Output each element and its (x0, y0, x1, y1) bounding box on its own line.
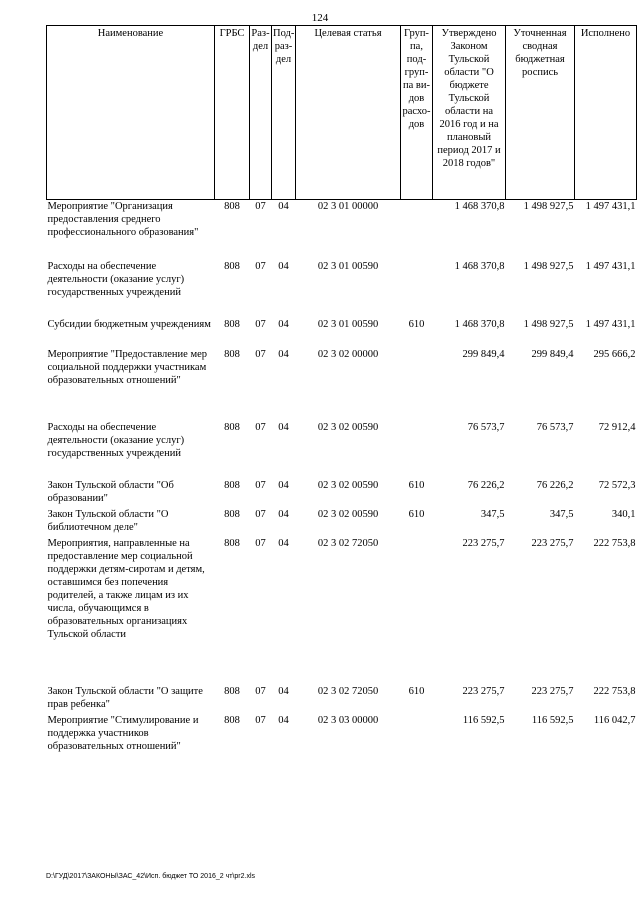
file-path-footer: D:\ГУД\2017\ЗАКОНЫ\ЗАС_42\Исп. бюджет ТО 2016_2 чт\pr2.xls (46, 873, 255, 880)
row-celevaya: 02 3 02 00000 (317, 348, 379, 360)
row-podrazdel: 04 (278, 685, 289, 697)
row-grbs: 808 (224, 537, 240, 549)
row-podrazdel: 04 (278, 421, 289, 433)
table-row (47, 537, 637, 685)
row-gruppa: 610 (408, 685, 425, 697)
row-utochnennaya: 299 849,4 (531, 348, 574, 360)
row-podrazdel: 04 (278, 201, 289, 212)
budget-table (46, 25, 637, 758)
row-grbs: 808 (224, 685, 240, 697)
row-celevaya: 02 3 02 72050 (317, 685, 379, 697)
row-celevaya: 02 3 01 00590 (317, 260, 379, 272)
row-gruppa (401, 260, 433, 318)
row-grbs: 808 (224, 348, 240, 360)
row-razdel: 07 (255, 508, 266, 520)
row-utverzhdeno: 76 573,7 (467, 421, 505, 433)
row-gruppa (401, 348, 433, 421)
row-razdel: 07 (255, 201, 266, 212)
row-razdel: 07 (255, 479, 266, 491)
row-utochnennaya: 223 275,7 (531, 685, 574, 697)
row-celevaya: 02 3 02 00590 (317, 508, 379, 520)
header-row (47, 26, 637, 200)
header-ispolneno: Исполнено (575, 26, 637, 200)
row-utochnennaya: 1 498 927,5 (523, 201, 574, 212)
row-utverzhdeno: 347,5 (480, 508, 505, 520)
table-row (47, 714, 637, 758)
row-utverzhdeno: 299 849,4 (462, 348, 505, 360)
row-razdel: 07 (255, 318, 266, 330)
row-gruppa: 610 (408, 318, 425, 330)
row-ispolneno: 72 572,3 (598, 479, 636, 491)
table-row (47, 508, 637, 537)
row-podrazdel: 04 (278, 508, 289, 520)
row-name: Субсидии бюджетным учреждениям (47, 318, 211, 330)
row-razdel: 07 (255, 348, 266, 360)
row-podrazdel: 04 (278, 479, 289, 491)
row-ispolneno: 1 497 431,1 (585, 260, 636, 272)
row-name: Мероприятие "Стимулирование и поддержка участников образовательных отношений" (47, 714, 199, 752)
row-ispolneno: 222 753,8 (593, 537, 636, 549)
header-celevaya: Целевая статья (296, 26, 401, 200)
row-ispolneno: 340,1 (611, 508, 636, 520)
row-celevaya: 02 3 02 00590 (317, 479, 379, 491)
row-podrazdel: 04 (278, 714, 289, 726)
row-ispolneno: 72 912,4 (598, 421, 636, 433)
row-utverzhdeno: 76 226,2 (467, 479, 505, 491)
row-utverzhdeno: 223 275,7 (462, 685, 505, 697)
row-podrazdel: 04 (278, 537, 289, 549)
row-name: Расходы на обеспечение деятельности (оказание услуг) государственных учреждений (47, 421, 185, 459)
table-row (47, 260, 637, 318)
row-utochnennaya: 223 275,7 (531, 537, 574, 549)
row-celevaya: 02 3 02 00590 (317, 421, 379, 433)
row-grbs: 808 (224, 318, 240, 330)
row-ispolneno: 1 497 431,1 (585, 318, 636, 330)
row-celevaya: 02 3 03 00000 (317, 714, 379, 726)
row-name: Мероприятия, направленные на предоставление мер социальной поддержки детям-сиротам и детям, оставшимся без попечения родителей, а также лицам из их числа, обучающимся в образовательных организациях Тульской области (47, 537, 205, 640)
row-name: Мероприятие "Предоставление мер социальной поддержки участникам образовательных отношений" (47, 348, 207, 386)
row-grbs: 808 (224, 508, 240, 520)
row-razdel: 07 (255, 537, 266, 549)
header-grbs: ГРБС (215, 26, 250, 200)
row-name: Мероприятие "Организация предоставления среднего профессионального образования" (47, 201, 199, 238)
row-gruppa (401, 200, 433, 260)
row-celevaya: 02 3 01 00000 (317, 201, 379, 212)
row-gruppa (401, 421, 433, 479)
header-podrazdel: Под-раз-дел (272, 26, 296, 200)
row-podrazdel: 04 (278, 260, 289, 272)
row-utochnennaya: 1 498 927,5 (523, 260, 574, 272)
table-row (47, 200, 637, 260)
table-row (47, 685, 637, 714)
row-utochnennaya: 1 498 927,5 (523, 318, 574, 330)
row-utverzhdeno: 116 592,5 (462, 714, 505, 726)
row-utverzhdeno: 223 275,7 (462, 537, 505, 549)
row-podrazdel: 04 (278, 318, 289, 330)
header-utochnennaya: Уточненная сводная бюджетная роспись (506, 26, 575, 200)
row-ispolneno: 295 666,2 (593, 348, 636, 360)
row-utverzhdeno: 1 468 370,8 (454, 318, 505, 330)
row-ispolneno: 1 497 431,1 (585, 201, 636, 212)
row-celevaya: 02 3 02 72050 (317, 537, 379, 549)
row-gruppa: 610 (408, 479, 425, 491)
header-utverzhdeno: Утверждено Законом Тульской области "О бюджете Тульской области на 2016 год и на плановый период 2017 и 2018 годов" (433, 26, 506, 200)
row-utochnennaya: 116 592,5 (531, 714, 574, 726)
row-utochnennaya: 76 573,7 (536, 421, 574, 433)
row-razdel: 07 (255, 685, 266, 697)
row-grbs: 808 (224, 479, 240, 491)
row-grbs: 808 (224, 714, 240, 726)
row-ispolneno: 116 042,7 (593, 714, 636, 726)
row-ispolneno: 222 753,8 (593, 685, 636, 697)
row-gruppa (401, 714, 433, 758)
row-gruppa: 610 (408, 508, 425, 520)
row-razdel: 07 (255, 714, 266, 726)
row-celevaya: 02 3 01 00590 (317, 318, 379, 330)
row-name: Закон Тульской области "Об образовании" (47, 479, 174, 504)
row-podrazdel: 04 (278, 348, 289, 360)
row-razdel: 07 (255, 421, 266, 433)
row-utochnennaya: 347,5 (549, 508, 574, 520)
header-name: Наименование (47, 26, 215, 200)
row-razdel: 07 (255, 260, 266, 272)
row-utochnennaya: 76 226,2 (536, 479, 574, 491)
header-gruppa: Груп-па, под-груп-па ви-дов расхо-дов (401, 26, 433, 200)
row-grbs: 808 (224, 201, 240, 212)
row-name: Закон Тульской области "О библиотечном деле" (47, 508, 169, 533)
row-name: Расходы на обеспечение деятельности (оказание услуг) государственных учреждений (47, 260, 185, 298)
row-utverzhdeno: 1 468 370,8 (454, 260, 505, 272)
row-grbs: 808 (224, 260, 240, 272)
table-row (47, 318, 637, 348)
row-name: Закон Тульской области "О защите прав ребенка" (47, 685, 203, 710)
row-utverzhdeno: 1 468 370,8 (454, 201, 505, 212)
row-grbs: 808 (224, 421, 240, 433)
row-gruppa (401, 537, 433, 685)
page-number: 124 (311, 12, 329, 24)
table-row (47, 348, 637, 421)
table-row (47, 421, 637, 479)
table-row (47, 479, 637, 508)
header-razdel: Раз-дел (250, 26, 272, 200)
